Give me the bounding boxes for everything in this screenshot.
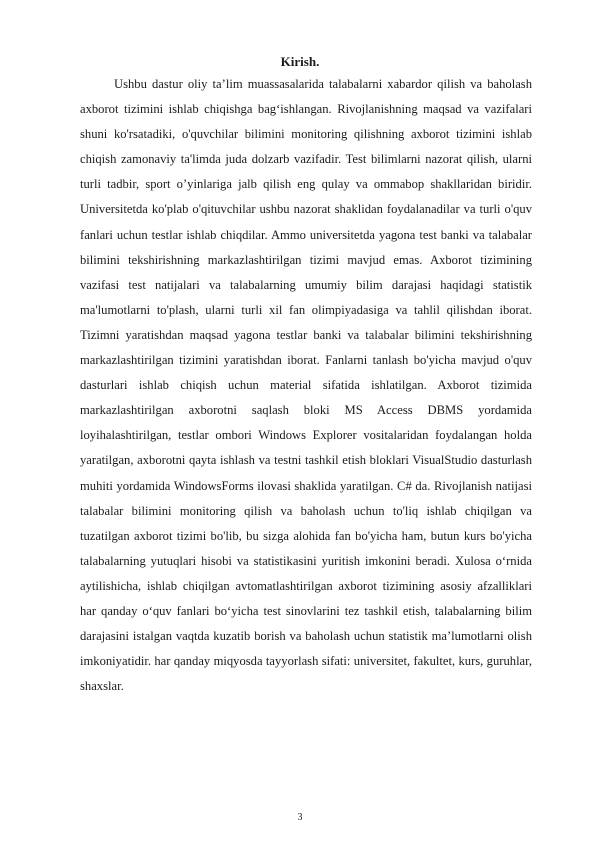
body-paragraph: Ushbu dastur oliy ta’lim muassasalarida talabalarni xabardor qilish va baholash axborot tizimini ishlab chiqishga bag‘ishlangan. Rivojlanishning maqsad va vazifalari shuni ko'rsatadiki, o'quvchilar bilimini monitoring qilishning axborot tizimini ishlab chiqish zamonaviy ta'limda juda dolzarb vazifadir. Test bilimlarni nazorat qilish, ularni turli tadbir, sport o’yinlariga jalb qilish eng qulay va ommabop shakllaridan biridir. Universitetda ko'plab o'qituvchilar ushbu nazorat shaklidan foydalanadilar va turli o'quv fanlari uchun testlar ishlab chiqdilar. Ammo universitetda yagona test banki va talabalar bilimini tekshirishning markazlashtirilgan tizimi mavjud emas. Axborot tizimining vazifasi test natijalari va talabalarning umumiy bilim darajasi haqidagi statistik ma'lumotlarni to'plash, ularni turli xil fan olimpiyadasiga va tahlil qilishdan iborat. Tizimni yaratishdan maqsad yagona testlar banki va talabalar bilimini tekshirishning markazlashtirilgan tizimini yaratishdan iborat. Fanlarni tanlash bo'yicha mavjud o'quv dasturlari ishlab chiqish uchun material sifatida ishlatilgan. Axborot tizimida markazlashtirilgan axborotni saqlash bloki MS Access DBMS yordamida loyihalashtirilgan, testlar ombori Windows Explorer vositalaridan foydalangan holda yaratilgan, axborotni qayta ishlash va testni tashkil etish bloklari VisualStudio dasturlash muhiti yordamida WindowsForms ilovasi shaklida yaratilgan. C# da. Rivojlanish natijasi talabalar bilimini monitoring qilish va baholash uchun to'liq ishlab chiqilgan va tuzatilgan axborot tizimi bo'lib, bu sizga alohida fan bo'yicha ham, butun kurs bo'yicha talabalarning yutuqlari hisobi va statistikasini yuritish imkonini beradi. Xulosa o‘rnida aytilishicha, ishlab chiqilgan avtomatlashtirilgan axborot tizimining asosiy afzalliklari har qanday o‘quv fanlari bo‘yicha test sinovlarini tez tashkil etish, talabalarning bilim darajasini istalgan vaqtda kuzatib borish va baholash uchun statistik ma’lumotlarni olish imkoniyatidir. har qanday miqyosda tayyorlash sifati: universitet, fakultet, kurs, guruhlar, shaxslar.: [80, 77, 532, 694]
section-heading: Kirish.: [280, 54, 320, 69]
page-number: 3: [297, 812, 303, 823]
